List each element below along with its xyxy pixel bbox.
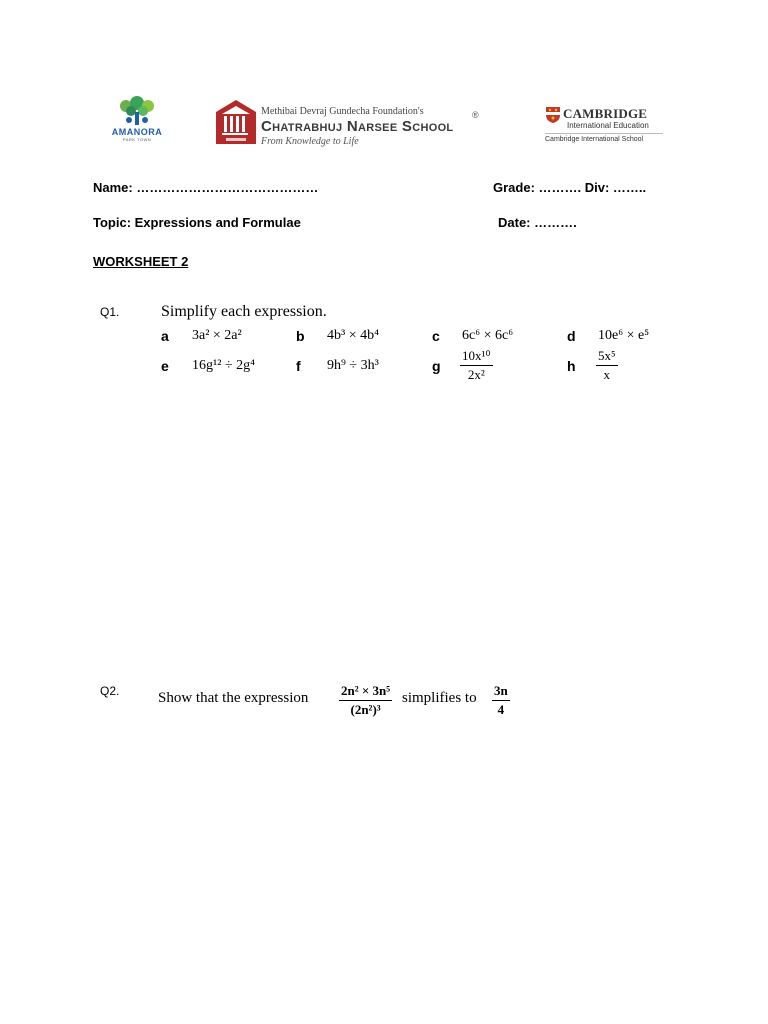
fraction-numerator: 10x¹⁰ bbox=[460, 348, 493, 366]
fraction-numerator: 2n² × 3n⁵ bbox=[339, 683, 392, 701]
tree-icon bbox=[114, 96, 160, 126]
q2-label: Q2. bbox=[100, 684, 120, 698]
q2-text-before: Show that the expression bbox=[158, 690, 309, 706]
cambridge-shield-icon bbox=[545, 106, 561, 124]
fraction-denominator: 2x² bbox=[467, 367, 485, 382]
fraction-denominator: (2n²)³ bbox=[350, 702, 381, 717]
q1-item-letter: d bbox=[567, 328, 576, 344]
school-logo bbox=[214, 98, 494, 148]
amanora-name: AMANORA bbox=[111, 127, 163, 137]
q2-text-middle: simplifies to bbox=[402, 690, 477, 706]
amanora-logo bbox=[104, 96, 170, 146]
fraction-denominator: 4 bbox=[497, 702, 505, 717]
school-tagline: From Knowledge to Life bbox=[261, 136, 359, 147]
cambridge-logo bbox=[545, 106, 675, 146]
q1-item-letter: b bbox=[296, 328, 305, 344]
q1-item-letter: c bbox=[432, 328, 440, 344]
school-foundation: Methibai Devraj Gundecha Foundation's bbox=[261, 106, 424, 117]
school-name: Chatrabhuj Narsee School bbox=[261, 118, 454, 135]
cambridge-line3: Cambridge International School bbox=[545, 136, 644, 143]
q1-item-letter: g bbox=[432, 358, 441, 374]
cambridge-divider bbox=[545, 133, 663, 134]
grade-div-field: Grade: ………. Div: …….. bbox=[493, 180, 647, 195]
school-emblem-icon bbox=[214, 98, 258, 146]
q1-item-fraction bbox=[460, 348, 493, 383]
q1-item-expr: 4b³ × 4b⁴ bbox=[327, 328, 379, 343]
fraction-denominator: x bbox=[603, 367, 611, 382]
q2-fraction-expression bbox=[339, 683, 392, 718]
cambridge-line2: International Education bbox=[567, 121, 649, 130]
registered-mark: ® bbox=[472, 110, 479, 120]
q1-item-letter: a bbox=[161, 328, 169, 344]
q1-label: Q1. bbox=[100, 305, 120, 319]
q1-title: Simplify each expression. bbox=[161, 303, 327, 320]
name-field: Name: …………………………………… bbox=[93, 180, 319, 195]
q1-item-expr: 16g¹² ÷ 2g⁴ bbox=[192, 358, 255, 373]
q2-fraction-result bbox=[492, 683, 510, 718]
amanora-sub: PARK TOWN bbox=[122, 137, 152, 142]
fraction-numerator: 5x⁵ bbox=[596, 348, 618, 366]
q1-item-fraction bbox=[596, 348, 618, 383]
q1-item-letter: h bbox=[567, 358, 576, 374]
q1-item-letter: f bbox=[296, 358, 301, 374]
date-field: Date: ………. bbox=[498, 215, 577, 230]
q1-item-letter: e bbox=[161, 358, 169, 374]
logo-row bbox=[0, 96, 768, 156]
q1-item-expr: 10e⁶ × e⁵ bbox=[598, 328, 650, 343]
q1-item-expr: 6c⁶ × 6c⁶ bbox=[462, 328, 514, 343]
fraction-numerator: 3n bbox=[492, 683, 510, 701]
worksheet-title: WORKSHEET 2 bbox=[93, 254, 189, 269]
q1-item-expr: 9h⁹ ÷ 3h³ bbox=[327, 358, 379, 373]
q1-item-expr: 3a² × 2a² bbox=[192, 328, 242, 343]
cambridge-name: CAMBRIDGE bbox=[563, 106, 648, 121]
topic-field: Topic: Expressions and Formulae bbox=[93, 215, 301, 230]
